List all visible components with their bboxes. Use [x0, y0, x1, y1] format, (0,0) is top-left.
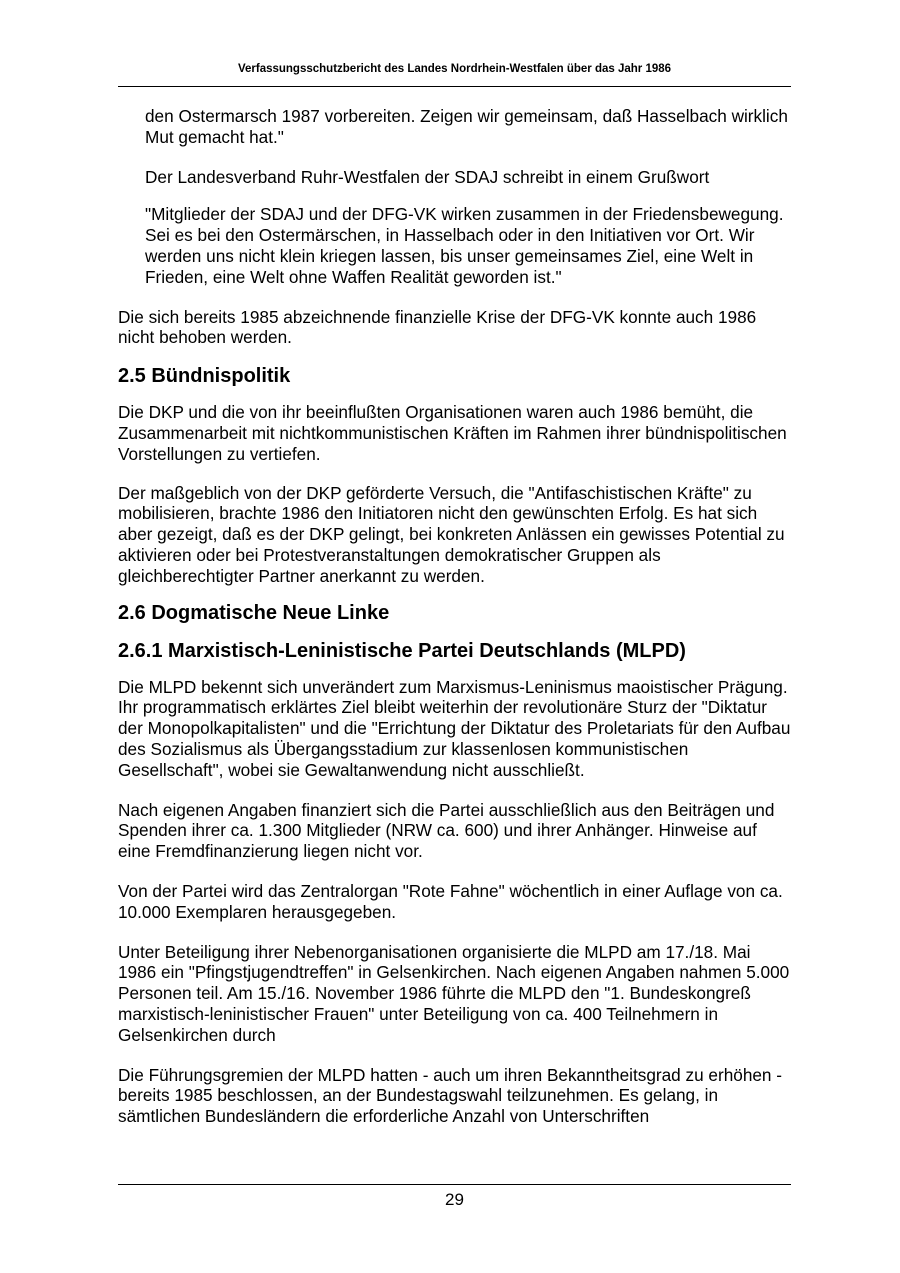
mlpd-paragraph-4: Unter Beteiligung ihrer Nebenorganisationen organisierte die MLPD am 17./18. Mai 1986 ein "Pfingstjugendtreffen" in Gelsenkirchen. Nach eigenen Angaben nahmen 5.000 Personen teil. Am 15./16. November 1986 führte die MLPD den "1. Bundeskongreß marxistisch-leninistischer Frauen" unter Beteiligung von ca. 400 Teilnehmern in Gelsenkirchen durch: [118, 941, 790, 1045]
dfg-crisis-paragraph: Die sich bereits 1985 abzeichnende finanzielle Krise der DFG-VK konnte auch 1986 nicht behoben werden.: [118, 306, 757, 348]
running-header: Verfassungsschutzbericht des Landes Nordrhein-Westfalen über das Jahr 1986: [237, 63, 672, 75]
mlpd-paragraph-3: Von der Partei wird das Zentralorgan "Rote Fahne" wöchentlich in einer Auflage von ca. 10.000 Exemplaren herausgegeben.: [118, 880, 783, 922]
quote-continuation: den Ostermarsch 1987 vorbereiten. Zeigen wir gemeinsam, daß Hasselbach wirklich Mut gemacht hat.": [145, 106, 788, 147]
mlpd-paragraph-2: Nach eigenen Angaben finanziert sich die Partei ausschließlich aus den Beiträgen und Spenden ihrer ca. 1.300 Mitglieder (NRW ca. 600) und ihrer Anhänger. Hinweise auf eine Fremdfinanzierung liegen nicht vor.: [118, 799, 775, 862]
buendnis-paragraph-2: Der maßgeblich von der DKP geförderte Versuch, die "Antifaschistischen Kräfte" zu mobilisieren, brachte 1986 den Initiatoren nicht den gewünschten Erfolg. Es hat sich aber gezeigt, daß es der DKP gelingt, bei konkreten Anlässen ein gewisses Potential zu aktivieren oder bei Protestveranstaltungen demokratischer Gruppen als gleichberechtigter Partner anerkannt zu werden.: [118, 482, 785, 586]
sdaj-quote: "Mitglieder der SDAJ und der DFG-VK wirken zusammen in der Friedensbewegung. Sei es bei den Ostermärschen, in Hasselbach oder in den Initiativen vor Ort. Wir werden uns nicht klein kriegen lassen, bis unser gemeinsames Ziel, eine Welt in Frieden, eine Welt ohne Waffen Realität geworden ist.": [145, 204, 784, 287]
section-heading-2-5: 2.5 Bündnispolitik: [118, 365, 291, 388]
mlpd-paragraph-1: Die MLPD bekennt sich unverändert zum Marxismus-Leninismus maoistischer Prägung. Ihr programmatisch erklärtes Ziel bleibt weiterhin der revolutionäre Sturz der "Diktatur der Monopolkapitalisten" und die "Errichtung der Diktatur des Proletariats für den Aufbau des Sozialismus als Übergangsstadium zur klassenlosen kommunistischen Gesellschaft", wobei sie Gewaltanwendung nicht ausschließt.: [118, 676, 791, 780]
footer-rule: [118, 1184, 791, 1185]
sdaj-intro-paragraph: Der Landesverband Ruhr-Westfalen der SDAJ schreibt in einem Grußwort: [145, 166, 710, 187]
header-rule: [118, 86, 791, 87]
mlpd-paragraph-5: Die Führungsgremien der MLPD hatten - auch um ihren Bekanntheitsgrad zu erhöhen - bereits 1985 beschlossen, an der Bundestagswahl teilzunehmen. Es gelang, in sämtlichen Bundesländern die erforderliche Anzahl von Unterschriften: [118, 1064, 782, 1127]
section-heading-2-6: 2.6 Dogmatische Neue Linke: [118, 601, 390, 624]
page-number: 29: [445, 1190, 464, 1209]
page-content: [118, 106, 791, 1127]
section-heading-2-6-1: 2.6.1 Marxistisch-Leninistische Partei Deutschlands (MLPD): [118, 639, 686, 662]
buendnis-paragraph-1: Die DKP und die von ihr beeinflußten Organisationen waren auch 1986 bemüht, die Zusammenarbeit mit nichtkommunistischen Kräften im Rahmen ihrer bündnispolitischen Vorstellungen zu vertiefen.: [118, 402, 787, 464]
